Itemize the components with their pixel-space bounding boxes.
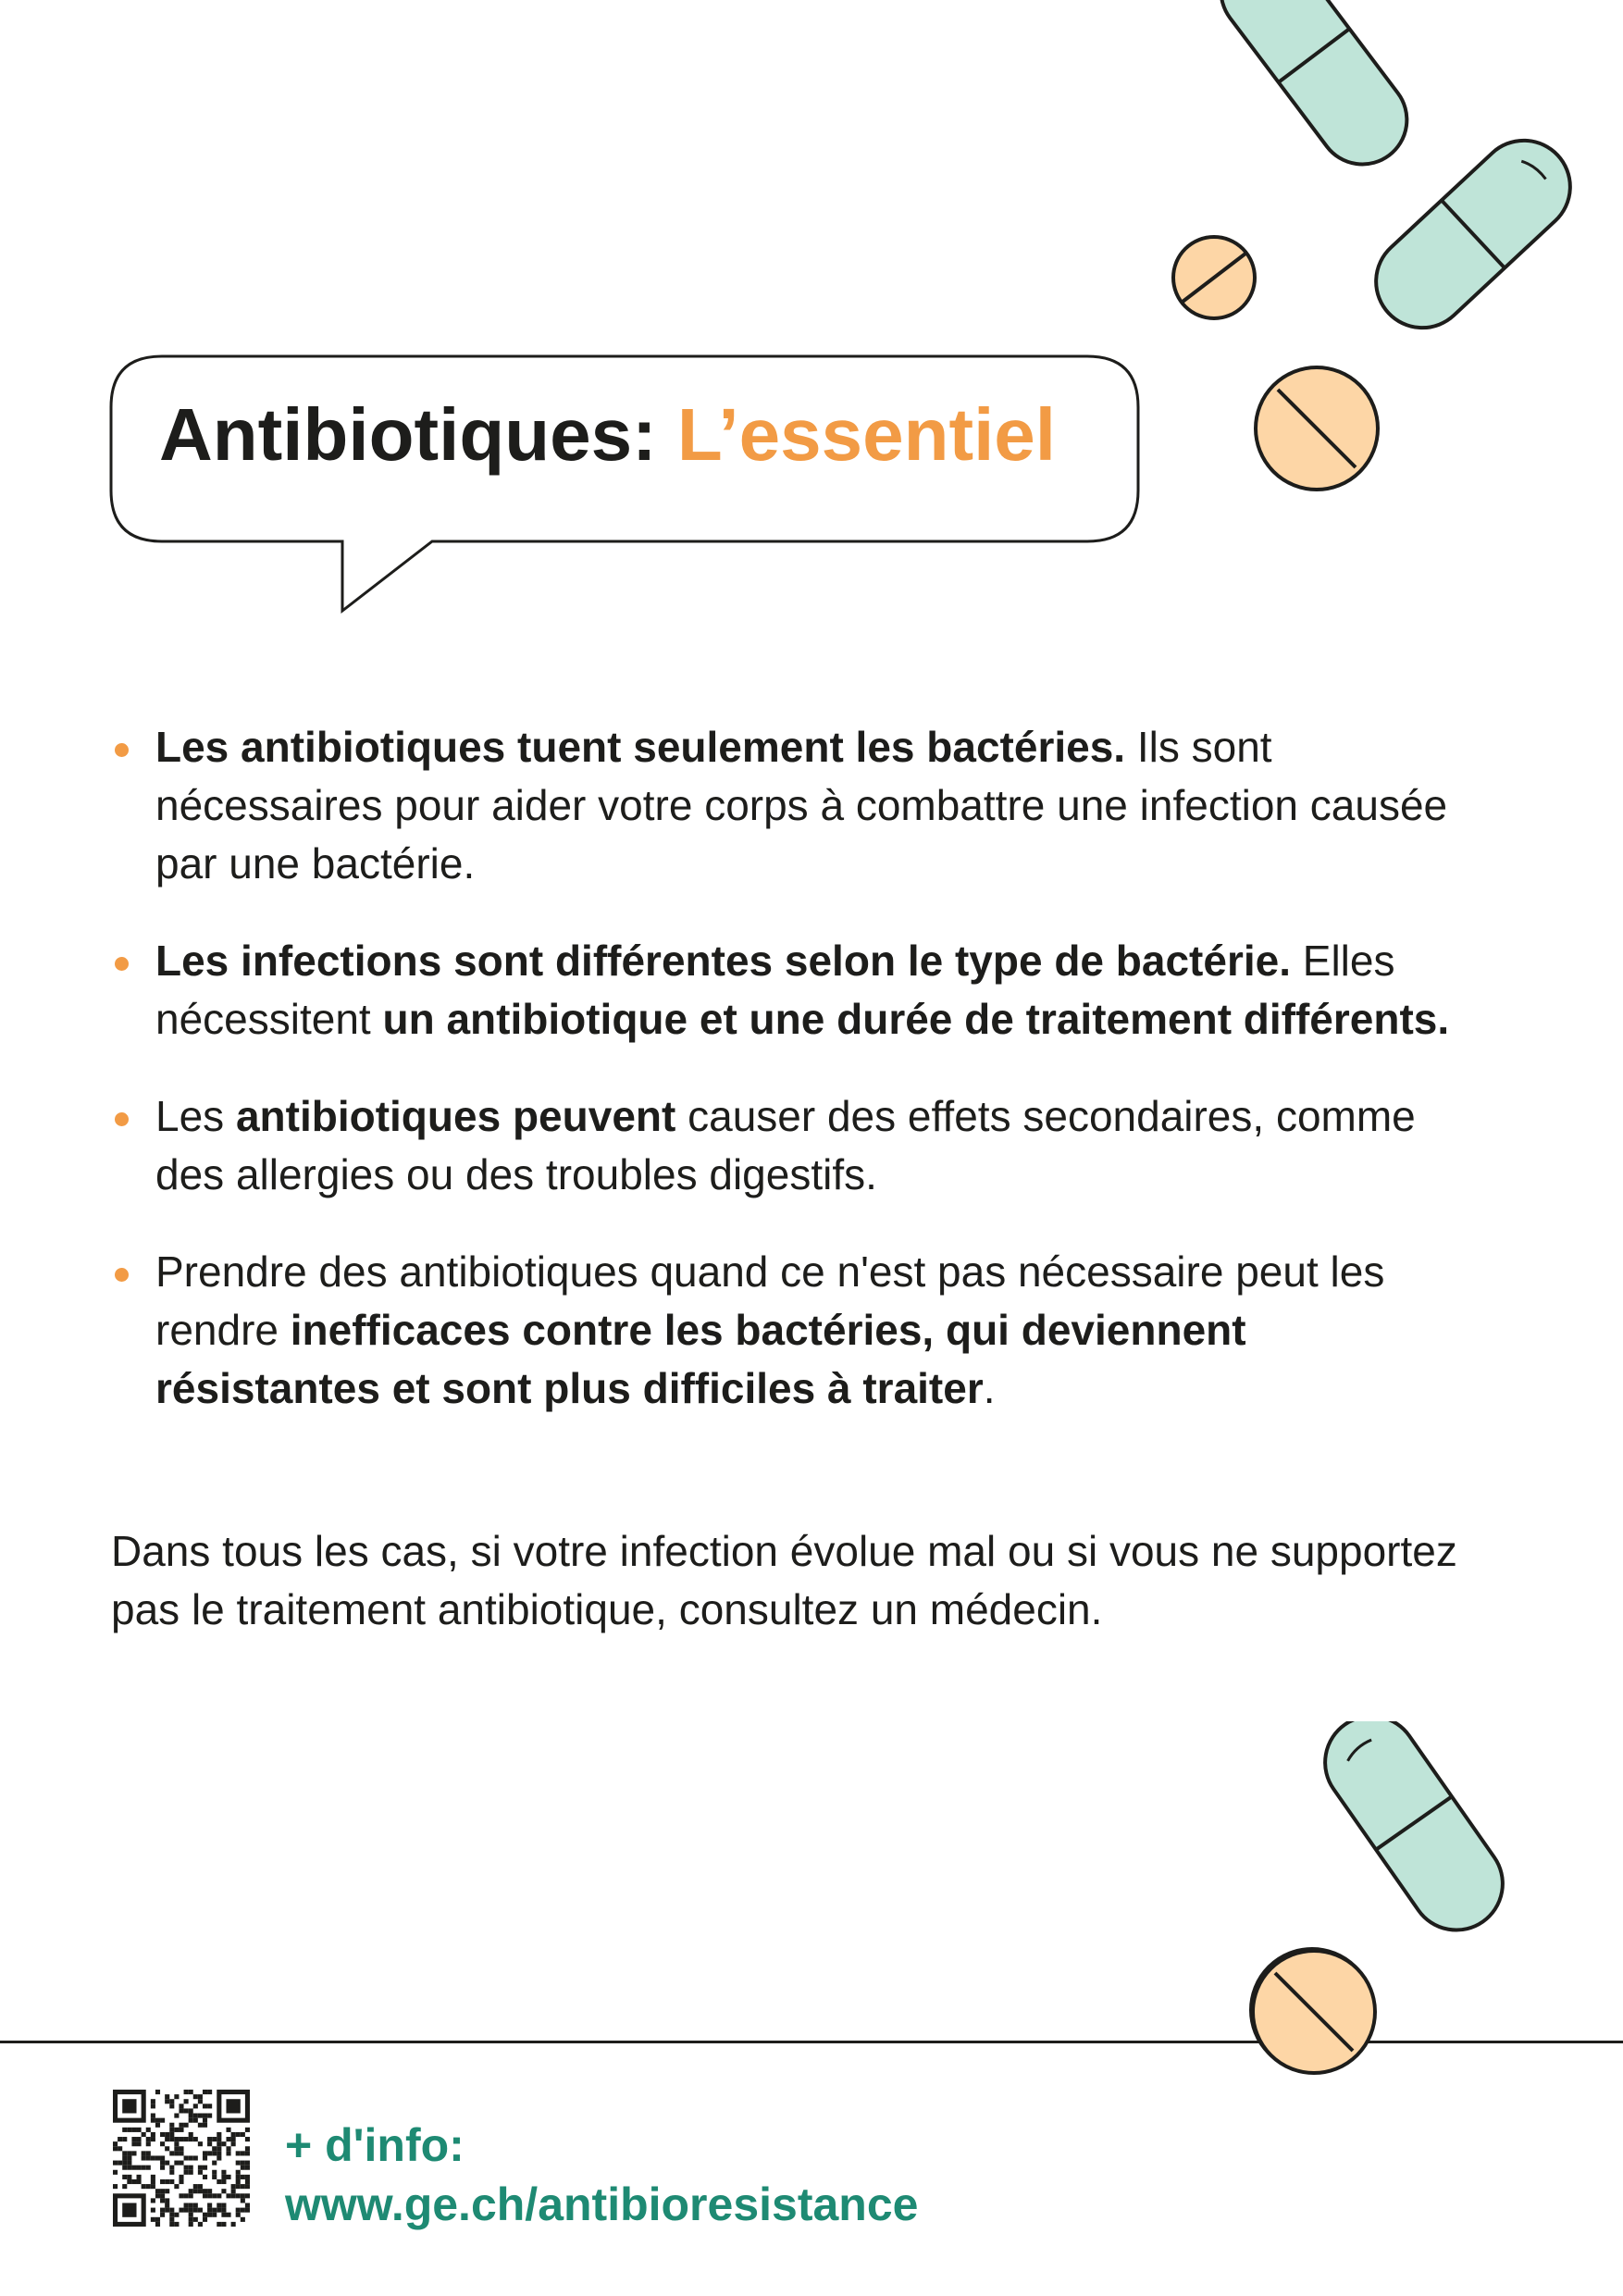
key-point-text: causer des effets secondaires, comme des allergies ou des troubles digestifs. (155, 1092, 1416, 1198)
key-points-list (111, 718, 1481, 1457)
tablet-icon (1173, 237, 1255, 318)
capsule-icon (1307, 1721, 1520, 1948)
footer-divider (0, 2041, 1623, 2043)
key-point-item (111, 1243, 1481, 1418)
key-point-emphasis: Les antibiotiques tuent seulement les bactéries. (155, 723, 1126, 771)
key-point-text: . (983, 1364, 996, 1412)
page-title (159, 393, 1121, 476)
tablet-icon (1251, 1949, 1377, 2075)
key-point-text: Les (155, 1092, 236, 1140)
key-point-item (111, 932, 1481, 1049)
more-info-block (285, 2116, 918, 2234)
title-part-accent: L’essentiel (676, 393, 1057, 476)
key-point-text: Elles nécessitent (155, 937, 1395, 1043)
key-point-text: Ils sont nécessaires pour aider votre corps à combattre une infection causée par une bactérie. (155, 723, 1448, 887)
key-point-emphasis: Les infections sont différentes selon le type de bactérie. (155, 937, 1291, 985)
title-part-main: Antibiotiques: (159, 393, 677, 476)
key-point-item (111, 1087, 1481, 1204)
key-point-emphasis: inefficaces contre les bactéries, qui deviennent résistantes et sont plus difficiles à traiter (155, 1306, 1246, 1412)
closing-advice: Dans tous les cas, si votre infection évolue mal ou si vous ne supportez pas le traitement antibiotique, consultez un médecin. (111, 1527, 1457, 1633)
qr-code-icon[interactable] (113, 2090, 250, 2227)
key-point-emphasis: un antibiotique et une durée de traitement différents. (382, 995, 1450, 1043)
pills-top-illustration (1147, 0, 1623, 518)
more-info-link[interactable]: www.ge.ch/antibioresistance (285, 2178, 919, 2230)
capsule-icon (1203, 0, 1424, 182)
tablet-icon (1256, 367, 1378, 490)
more-info-label: + d'info: (285, 2119, 465, 2171)
key-point-emphasis: antibiotiques peuvent (235, 1092, 676, 1140)
key-point-item (111, 718, 1481, 893)
key-point-text: Prendre des antibiotiques quand ce n'est pas nécessaire peut les rendre (155, 1247, 1385, 1354)
